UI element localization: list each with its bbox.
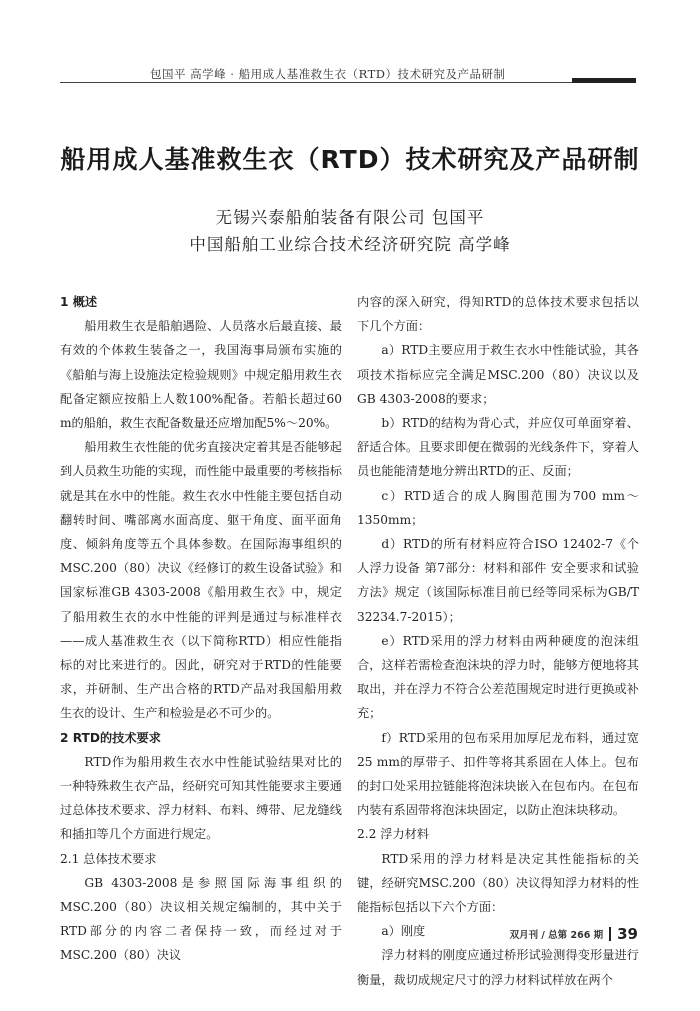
section-heading-2-1: 2.1 总体技术要求 (60, 851, 157, 866)
left-column (60, 290, 342, 968)
page-footer (510, 925, 638, 943)
author-line-1: 无锡兴泰船舶装备有限公司 包国平 (215, 208, 485, 227)
section-heading-1: 1 概述 (60, 295, 98, 309)
author-line-2: 中国船舶工业综合技术经济研究院 高学峰 (189, 235, 511, 254)
list-item: d）RTD的所有材料应符合ISO 12402-7《个人浮力设备 第7部分：材料和部件 安全要求和试验方法》规定（该国际标准目前已经等同采标为GB/T 32234.7-2015）； (357, 537, 639, 624)
paragraph: RTD采用的浮力材料是决定其性能指标的关键，经研究MSC.200（80）决议得知浮力材料的性能指标包括以下六个方面： (357, 851, 639, 915)
paragraph: 船用救生衣性能的优劣直接决定着其是否能够起到人员救生功能的实现，而性能中最重要的考核指标就是其在水中的性能。救生衣水中性能主要包括自动翻转时间、嘴部离水面高度、躯干角度、面平面角度、倾斜角度等五个具体参数。在国际海事组织的MSC.200（80）决议《经修订的救生设备试验》和国家标准GB 4303-2008《船用救生衣》中，规定了船用救生衣的水中性能的评判是通过与标准样衣——成人基准救生衣（以下简称RTD）相应性能指标的对比来进行的。因此，研究对于RTD的性能要求，并研制、生产出合格的RTD产品对我国船用救生衣的设计、生产和检验是必不可少的。 (60, 440, 342, 721)
header-rule-accent (572, 78, 636, 83)
footer-divider (609, 927, 611, 941)
article-title: 船用成人基准救生衣（RTD）技术研究及产品研制 (60, 145, 640, 174)
header-rule (60, 82, 636, 83)
list-item: a）RTD主要应用于救生衣水中性能试验，其各项技术指标应完全满足MSC.200（80）决议以及GB 4303-2008的要求； (357, 343, 639, 406)
list-item: f）RTD采用的包布采用加厚尼龙布料，通过宽25 mm的厚带子、扣件等将其系固在人体上。包布的封口处采用拉链能将泡沫块嵌入在包布内。在包布内装有系固带将泡沫块固定，以防止泡沫块移动。 (357, 730, 639, 818)
paragraph: 内容的深入研究，得知RTD的总体技术要求包括以下几个方面： (357, 295, 639, 334)
paragraph: 船用救生衣是船舶遇险、人员落水后最直接、最有效的个体救生装备之一，我国海事局颁布实施的《船舶与海上设施法定检验规则》中规定船用救生衣配备定额应按船上人数100%配备。若船长超过60 m的船舶，救生衣配备数量还应增加配5%～20%。 (60, 319, 342, 431)
list-item: a）刚度 (381, 924, 426, 939)
list-item: b）RTD的结构为背心式，并应仅可单面穿着、舒适合体。且要求即便在微弱的光线条件下，穿着人员也能能清楚地分辨出RTD的正、反面； (357, 416, 639, 479)
running-head: 包国平 高学峰 · 船用成人基准救生衣（RTD）技术研究及产品研制 (150, 67, 506, 81)
issue-label: 双月刊 / 总第 266 期 (509, 930, 604, 941)
section-heading-2-2: 2.2 浮力材料 (357, 827, 430, 842)
paragraph: RTD作为船用救生衣水中性能试验结果对比的一种特殊救生衣产品，经研究可知其性能要求主要通过总体技术要求、浮力材料、布料、缚带、尼龙缝线和插扣等几个方面进行规定。 (60, 754, 342, 842)
page-number: 39 (617, 925, 638, 943)
list-item: e）RTD采用的浮力材料由两种硬度的泡沫组合，这样若需检查泡沫块的浮力时，能够方便地将其取出，并在浮力不符合公差范围规定时进行更换或补充； (357, 633, 639, 721)
section-heading-2: 2 RTD的技术要求 (60, 730, 161, 745)
paragraph: GB 4303-2008是参照国际海事组织的MSC.200（80）决议相关规定编制的，其中关于RTD部分的内容二者保持一致，而经过对于MSC.200（80）决议 (60, 875, 342, 963)
list-item: c）RTD适合的成人胸围范围为700 mm～1350mm； (357, 488, 639, 527)
right-column (357, 290, 639, 992)
paragraph: 浮力材料的刚度应通过桥形试验测得变形量进行衡量，裁切成规定尺寸的浮力材料试样放在两个 (357, 948, 639, 987)
